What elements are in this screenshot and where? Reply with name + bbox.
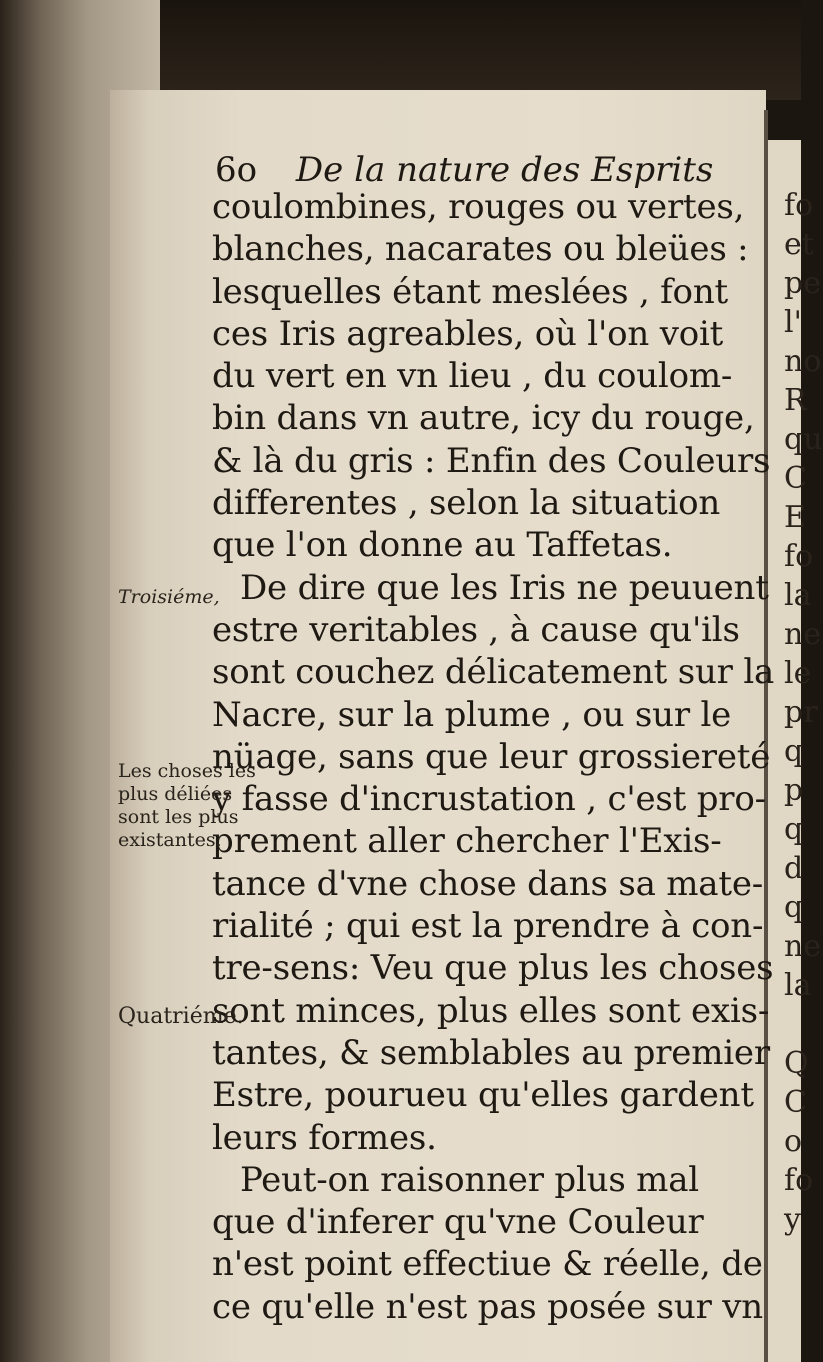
facing-page-glyph: no bbox=[784, 344, 822, 379]
facing-page-glyph: l' bbox=[784, 305, 802, 340]
margin-note-line: sont les plus bbox=[118, 806, 239, 828]
facing-page-glyph bbox=[784, 1005, 801, 1044]
text-line: coulombines, rouges ou vertes, bbox=[212, 187, 745, 227]
margin-note-quatrieme: Quatriéme. bbox=[118, 1004, 244, 1029]
facing-page-glyph: ne bbox=[784, 929, 822, 964]
text-line: n'est point effectiue & réelle, de bbox=[212, 1244, 763, 1285]
text-line: ces Iris agreables, où l'on voit bbox=[212, 313, 724, 354]
text-line: De dire que les Iris ne peuuent bbox=[240, 567, 769, 608]
margin-note-line: existantes. bbox=[118, 829, 222, 851]
facing-page-glyph: Q bbox=[784, 1046, 809, 1081]
facing-page-glyph: pr bbox=[784, 695, 818, 730]
text-line: differentes , selon la situation bbox=[212, 483, 721, 524]
text-line: tre-sens: Veu que plus les choses bbox=[212, 948, 774, 989]
facing-page-glyph: fo bbox=[784, 188, 814, 223]
text-line: blanches, nacarates ou bleües : bbox=[212, 229, 749, 270]
facing-page-glyph: pe bbox=[784, 266, 821, 301]
scan-background-top bbox=[110, 0, 801, 100]
margin-note-troisieme: Troisiéme, bbox=[118, 586, 220, 608]
facing-page-glyph: o bbox=[784, 1124, 803, 1159]
text-line: Nacre, sur la plume , ou sur le bbox=[212, 694, 732, 735]
facing-page-glyph: p bbox=[784, 773, 804, 808]
facing-page-glyph: qu bbox=[784, 422, 823, 457]
text-line: sont couchez délicatement sur la bbox=[212, 652, 775, 693]
facing-page-glyph: q bbox=[784, 734, 804, 769]
margin-note-line: plus déliées bbox=[118, 783, 233, 805]
facing-page-glyph: fo bbox=[784, 539, 814, 574]
facing-page-glyph: R bbox=[784, 383, 807, 418]
facing-page-glyph: E bbox=[784, 500, 806, 535]
text-line: & là du gris : Enfin des Couleurs bbox=[212, 440, 771, 481]
text-line: lesquelles étant meslées , font bbox=[212, 271, 728, 312]
text-line: nüage, sans que leur grossiereté bbox=[212, 736, 771, 777]
facing-page-glyph: q bbox=[784, 812, 804, 847]
facing-page-glyph: q bbox=[784, 890, 804, 925]
facing-page-glyph: ne bbox=[784, 617, 822, 652]
page-number: 6o bbox=[215, 150, 258, 190]
body-text bbox=[212, 186, 775, 1328]
facing-page-glyph: C bbox=[784, 1085, 807, 1120]
text-line: tantes, & semblables au premier bbox=[212, 1032, 770, 1073]
facing-page-glyph: et bbox=[784, 227, 814, 262]
text-line: estre veritables , à cause qu'ils bbox=[212, 609, 740, 650]
running-title: De la nature des Esprits bbox=[295, 150, 714, 190]
text-line: prement aller chercher l'Exis- bbox=[212, 821, 722, 862]
facing-page-glyph: C bbox=[784, 461, 807, 496]
text-line: Estre, pourueu qu'elles gardent bbox=[212, 1075, 754, 1116]
facing-page-glyph: la bbox=[784, 968, 812, 1003]
running-header bbox=[215, 150, 755, 190]
margin-note-line: Les choses les bbox=[118, 760, 256, 782]
text-line: rialité ; qui est la prendre à con- bbox=[212, 906, 764, 947]
text-line: sont minces, plus elles sont exis- bbox=[212, 990, 770, 1031]
text-line: que d'inferer qu'vne Couleur bbox=[212, 1202, 704, 1243]
facing-page-glyph: fo bbox=[784, 1163, 814, 1198]
facing-page-glyph: le bbox=[784, 656, 812, 691]
facing-page-text bbox=[784, 186, 823, 1239]
facing-page-glyph: d bbox=[784, 851, 804, 886]
text-line: du vert en vn lieu , du coulom- bbox=[212, 356, 733, 397]
text-line: leurs formes. bbox=[212, 1117, 437, 1158]
text-line: Peut-on raisonner plus mal bbox=[240, 1159, 699, 1200]
text-line: bin dans vn autre, icy du rouge, bbox=[212, 398, 755, 439]
text-line: y fasse d'incrustation , c'est pro- bbox=[212, 779, 766, 820]
margin-note-choses bbox=[118, 760, 256, 852]
facing-page-glyph: y bbox=[784, 1202, 801, 1237]
facing-page-glyph: la bbox=[784, 578, 812, 613]
text-line: que l'on donne au Taffetas. bbox=[212, 525, 673, 566]
text-line: tance d'vne chose dans sa mate- bbox=[212, 863, 764, 904]
text-line: ce qu'elle n'est pas posée sur vn bbox=[212, 1286, 763, 1327]
